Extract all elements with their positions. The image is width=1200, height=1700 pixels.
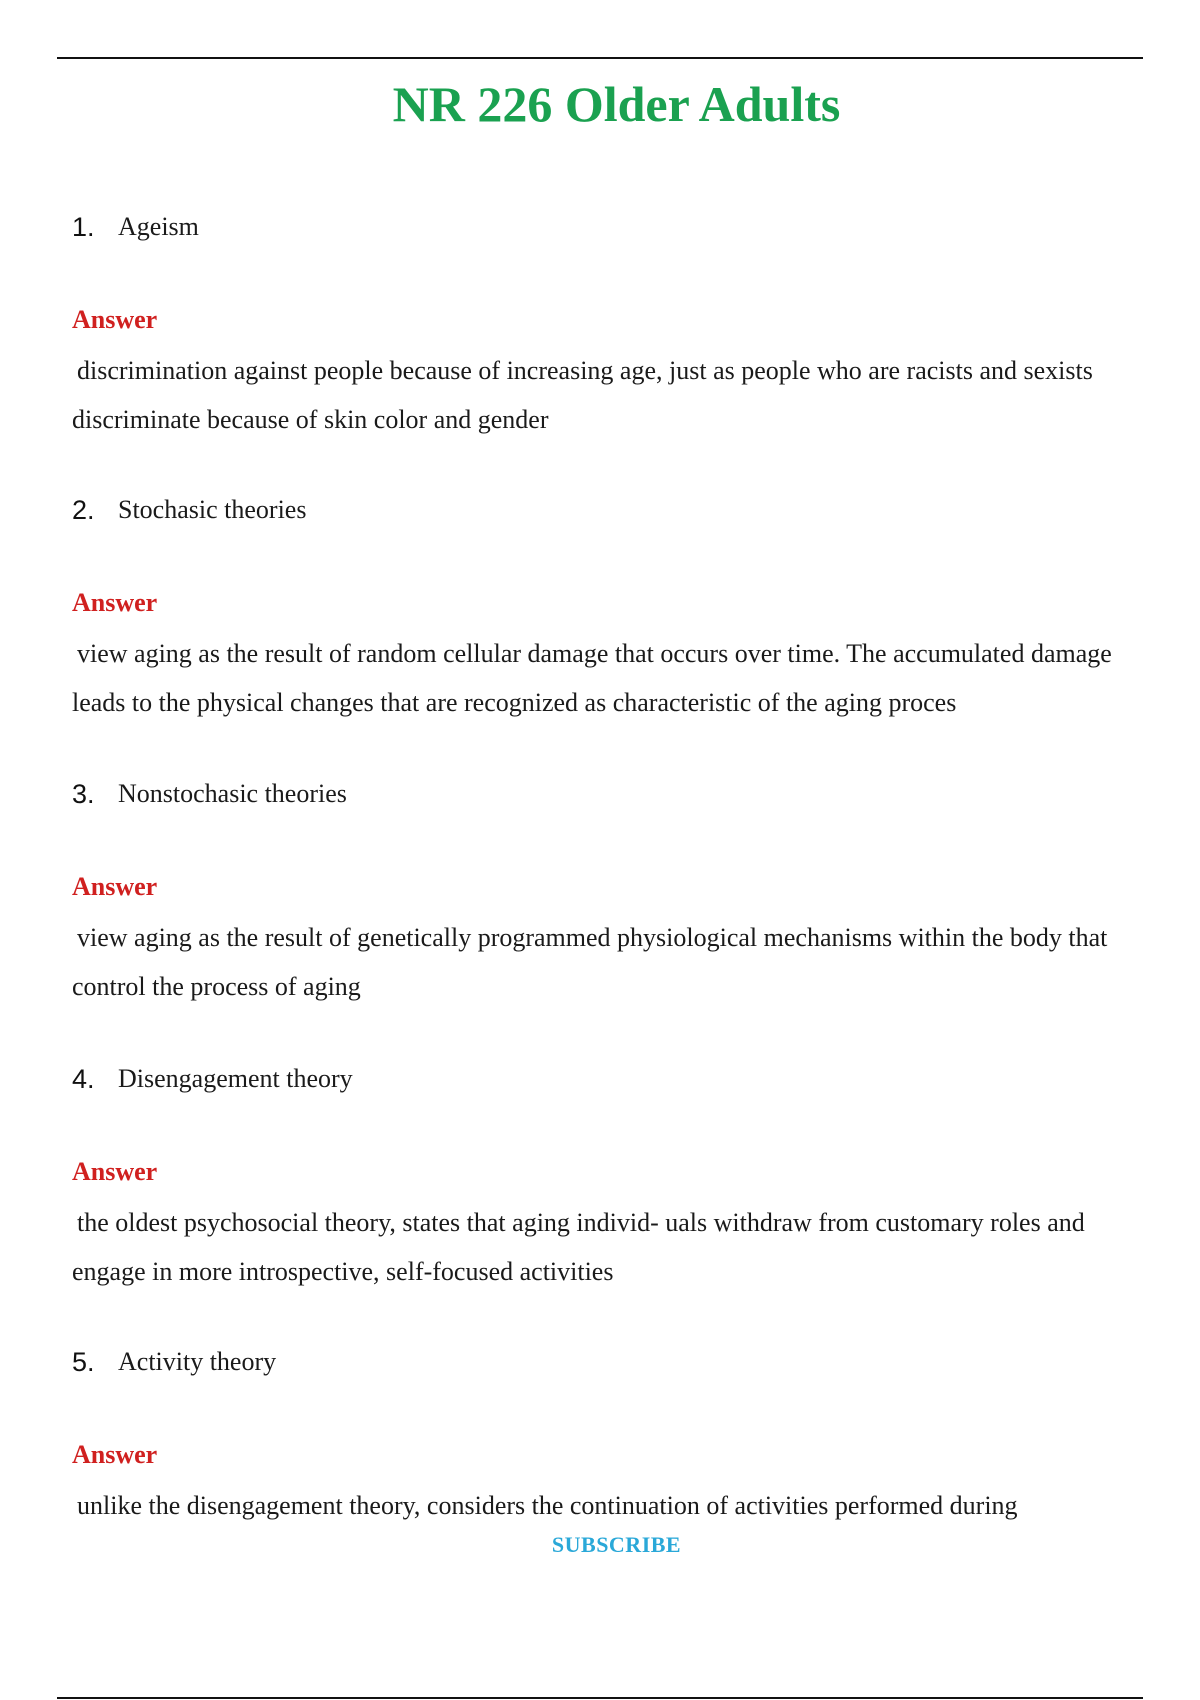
answer-label: Answer [72, 872, 158, 901]
question-row [72, 774, 1152, 814]
subscribe-link[interactable]: SUBSCRIBE [551, 1532, 682, 1557]
answer-text: view aging as the result of genetically programmed physiological mechanisms within the body that control the process of aging [72, 923, 1108, 1001]
question-term: Ageism [118, 212, 199, 241]
question-row [72, 490, 1152, 530]
document-title: NR 226 Older Adults [392, 76, 841, 132]
question-number: 3. [72, 778, 95, 809]
bottom-divider [57, 1697, 1143, 1699]
question-row [72, 1059, 1152, 1099]
qa-item-2 [72, 490, 1152, 727]
question-number: 5. [72, 1346, 95, 1377]
question-row [72, 207, 1152, 247]
question-number: 4. [72, 1063, 95, 1094]
question-term: Stochasic theories [118, 495, 307, 524]
question-row [72, 1342, 1152, 1382]
answer-text: discrimination against people because of increasing age, just as people who are racists and sexists discriminate because of skin color and gender [72, 356, 1093, 434]
qa-item-4 [72, 1059, 1152, 1296]
qa-item-1 [72, 207, 1152, 444]
question-term: Disengagement theory [118, 1064, 353, 1093]
answer-label: Answer [72, 588, 158, 617]
answer-label: Answer [72, 1157, 158, 1186]
question-term: Nonstochasic theories [118, 779, 347, 808]
top-divider [57, 57, 1143, 59]
question-number: 2. [72, 494, 95, 525]
question-number: 1. [72, 211, 95, 242]
answer-label: Answer [72, 305, 158, 334]
answer-text: view aging as the result of random cellular damage that occurs over time. The accumulated damage leads to the physical changes that are recognized as characteristic of the aging proces [72, 639, 1112, 717]
qa-item-3 [72, 774, 1152, 1011]
answer-text: the oldest psychosocial theory, states that aging individ- uals withdraw from customary roles and engage in more introspective, self-focused activities [72, 1208, 1085, 1286]
question-term: Activity theory [118, 1347, 277, 1376]
answer-label: Answer [72, 1440, 158, 1469]
qa-item-5 [72, 1342, 1152, 1530]
answer-text: unlike the disengagement theory, considers the continuation of activities performed during [77, 1491, 1018, 1520]
